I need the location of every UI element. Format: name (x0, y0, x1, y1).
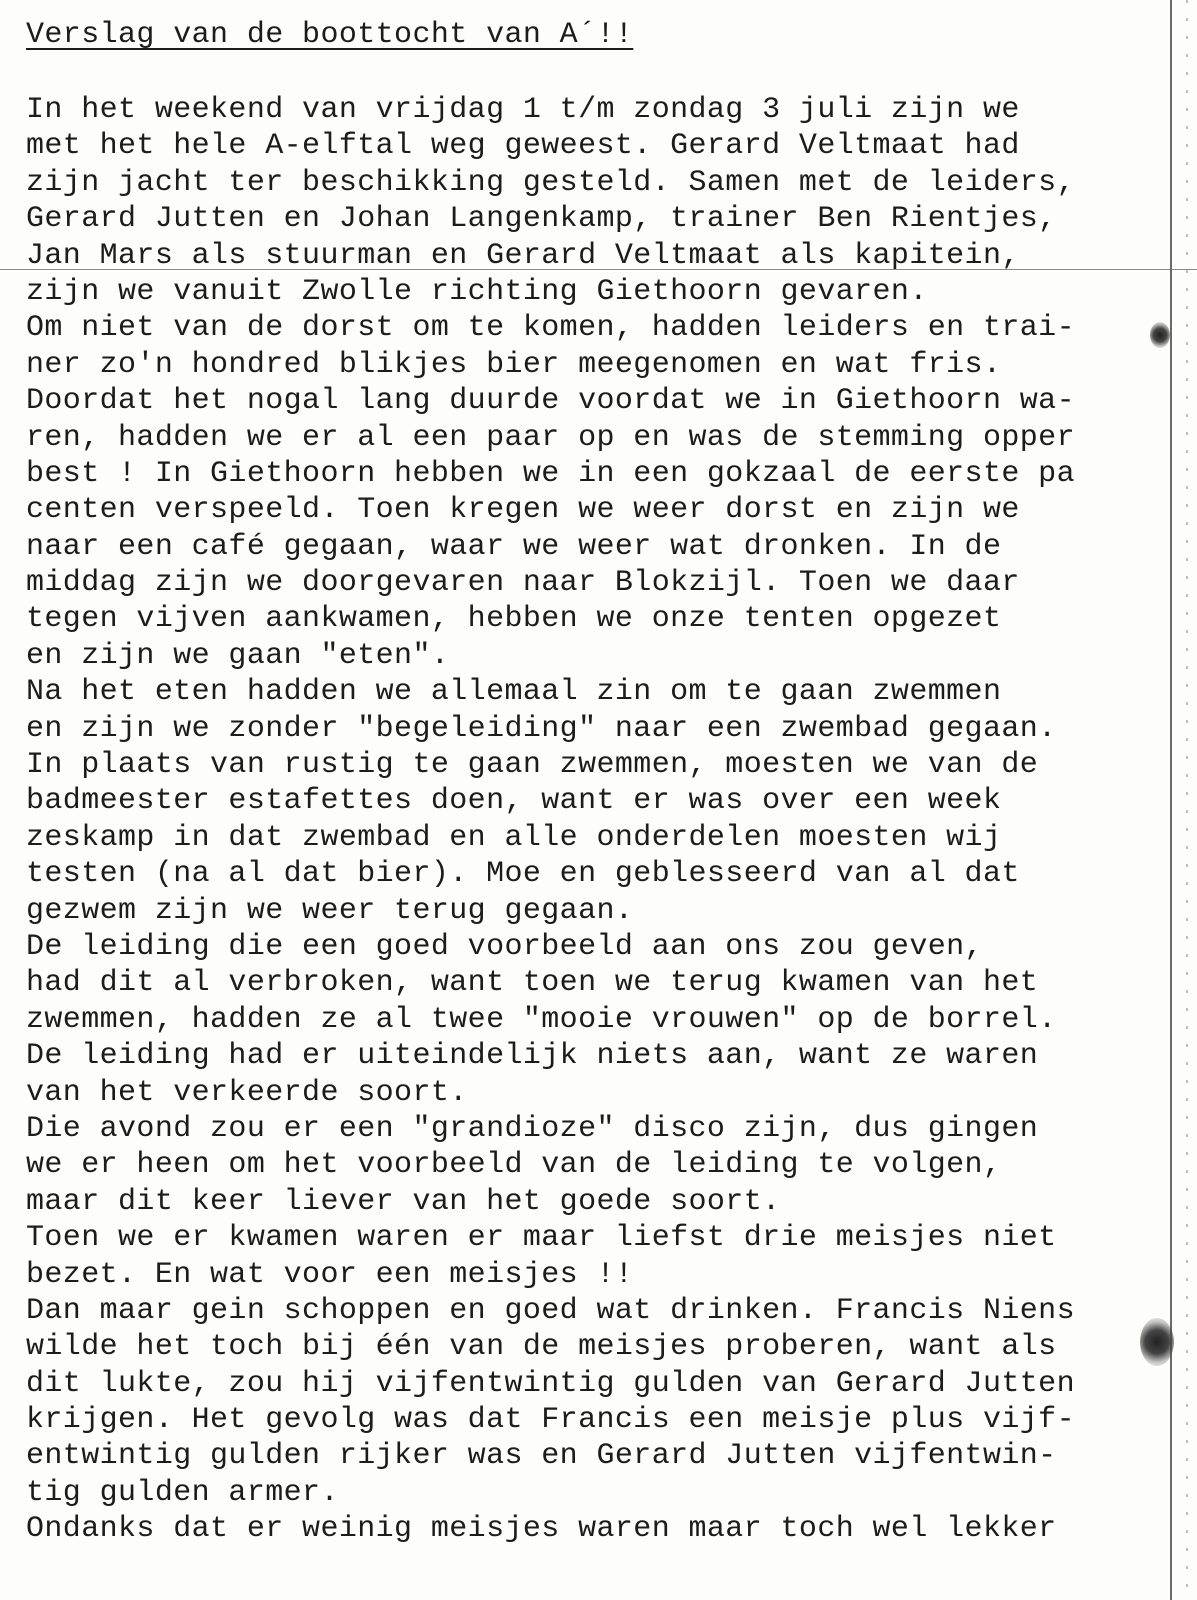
text-line: best ! In Giethoorn hebben we in een gokzaal de eerste pa (26, 456, 1075, 491)
text-line: Gerard Jutten en Johan Langenkamp, trainer Ben Rientjes, (26, 202, 1057, 237)
text-line: De leiding had er uiteindelijk niets aan, want ze waren (26, 1039, 1039, 1074)
text-line: centen verspeeld. Toen kregen we weer dorst en zijn we (26, 493, 1020, 528)
text-line: testen (na al dat bier). Moe en geblesseerd van al dat (26, 857, 1020, 892)
text-line: Doordat het nogal lang duurde voordat we in Giethoorn wa- (26, 384, 1075, 419)
text-line: entwintig gulden rijker was en Gerard Jutten vijfentwin- (26, 1439, 1057, 1474)
text-line: De leiding die een goed voorbeeld aan ons zou geven, (26, 929, 983, 964)
text-line: middag zijn we doorgevaren naar Blokzijl. Toen we daar (26, 566, 1020, 601)
text-line: wilde het toch bij één van de meisjes proberen, want als (26, 1330, 1057, 1365)
text-line: Ondanks dat er weinig meisjes waren maar toch wel lekker (26, 1512, 1057, 1547)
text-line: maar dit keer liever van het goede soort. (26, 1184, 781, 1219)
text-line: Die avond zou er een "grandioze" disco zijn, dus gingen (26, 1111, 1039, 1146)
text-line: zijn jacht ter beschikking gesteld. Samen met de leiders, (26, 165, 1075, 200)
text-line: In het weekend van vrijdag 1 t/m zondag 3 juli zijn we (26, 93, 1020, 127)
text-line: en zijn we zonder "begeleiding" naar een zwembad gegaan. (26, 711, 1057, 746)
text-line: zeskamp in dat zwembad en alle onderdelen moesten wij (26, 820, 1002, 855)
text-line: Dan maar gein schoppen en goed wat drinken. Francis Niens (26, 1293, 1075, 1328)
text-line: badmeester estafettes doen, want er was over een week (26, 784, 1002, 819)
text-line: tig gulden armer. (26, 1475, 339, 1510)
text-line: met het hele A-elftal weg geweest. Gerard Veltmaat had (26, 129, 1020, 164)
text-line: Jan Mars als stuurman en Gerard Veltmaat als kapitein, (26, 238, 1020, 273)
document-body (26, 92, 1176, 1548)
text-line: Na het eten hadden we allemaal zin om te gaan zwemmen (26, 675, 1002, 710)
text-line: Om niet van de dorst om te komen, hadden leiders en trai- (26, 311, 1075, 346)
page-edge-dots (1186, 0, 1188, 1600)
text-line: gezwem zijn we weer terug gegaan. (26, 893, 634, 928)
text-line: van het verkeerde soort. (26, 1075, 468, 1110)
text-line: In plaats van rustig te gaan zwemmen, moesten we van de (26, 748, 1039, 783)
text-line: naar een café gegaan, waar we weer wat dronken. In de (26, 529, 1002, 564)
text-line: we er heen om het voorbeeld van de leiding te volgen, (26, 1148, 1002, 1183)
document-title: Verslag van de boottocht van A´!! (26, 18, 634, 52)
text-line: Toen we er kwamen waren er maar liefst drie meisjes niet (26, 1221, 1057, 1256)
text-line: zwemmen, hadden ze al twee "mooie vrouwen" op de borrel. (26, 1002, 1057, 1037)
text-line: dit lukte, zou hij vijfentwintig gulden van Gerard Jutten (26, 1366, 1075, 1401)
text-line: zijn we vanuit Zwolle richting Giethoorn gevaren. (26, 274, 928, 309)
text-line: bezet. En wat voor een meisjes !! (26, 1257, 634, 1292)
text-line: ner zo'n hondred blikjes bier meegenomen en wat fris. (26, 347, 1002, 382)
text-line: krijgen. Het gevolg was dat Francis een meisje plus vijf- (26, 1403, 1075, 1438)
text-line: tegen vijven aankwamen, hebben we onze tenten opgezet (26, 602, 1002, 637)
text-line: had dit al verbroken, want toen we terug kwamen van het (26, 966, 1039, 1001)
text-line: ren, hadden we er al een paar op en was de stemming opper (26, 420, 1075, 455)
text-line: en zijn we gaan "eten". (26, 638, 450, 673)
